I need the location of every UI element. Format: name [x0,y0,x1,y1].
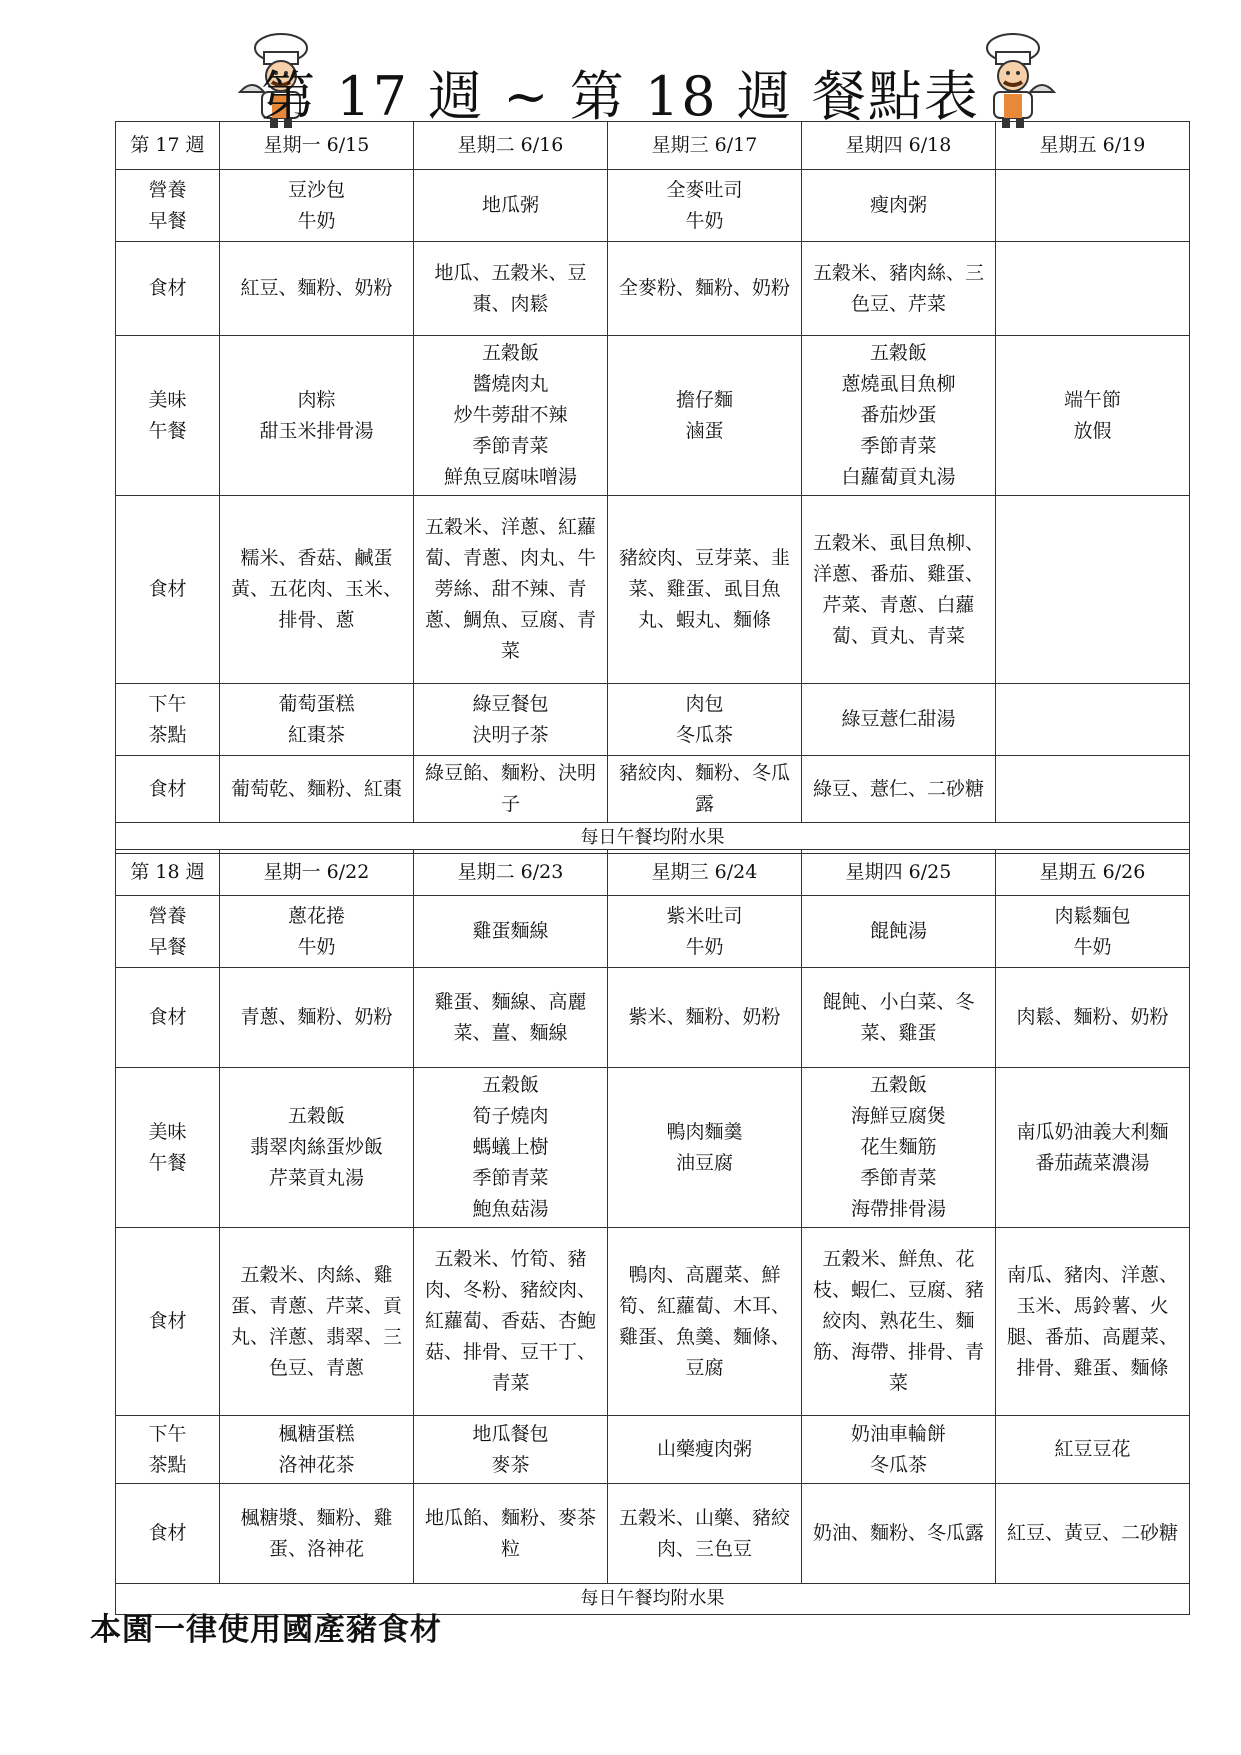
menu-cell: 奶油車輪餅 冬瓜茶 [802,1416,996,1484]
week-label: 第 17 週 [116,122,220,170]
row-label: 美味 午餐 [116,336,220,496]
ingredients-cell: 葡萄乾、麵粉、紅棗 [220,756,414,823]
menu-cell: 五穀飯 翡翠肉絲蛋炒飯 芹菜貢丸湯 [220,1068,414,1228]
menu-cell: 肉粽 甜玉米排骨湯 [220,336,414,496]
breakfast-row [116,170,1190,242]
ingredients-row [116,756,1190,823]
ingredients-cell [996,496,1190,684]
menu-cell: 豆沙包 牛奶 [220,170,414,242]
day-header: 星期四 6/18 [802,122,996,170]
ingredients-row [116,968,1190,1068]
row-label: 食材 [116,1228,220,1416]
ingredients-cell: 青蔥、麵粉、奶粉 [220,968,414,1068]
pork-notice: 本園一律使用國產豬食材 [90,1612,442,1648]
ingredients-cell: 五穀米、鮮魚、花枝、蝦仁、豆腐、豬絞肉、熟花生、麵筋、海帶、排骨、青菜 [802,1228,996,1416]
menu-cell: 肉鬆麵包 牛奶 [996,896,1190,968]
ingredients-row [116,1484,1190,1584]
ingredients-cell: 紅豆、麵粉、奶粉 [220,242,414,336]
menu-cell: 雞蛋麵線 [414,896,608,968]
ingredients-cell: 豬絞肉、豆芽菜、韭菜、雞蛋、虱目魚丸、蝦丸、麵條 [608,496,802,684]
week-label: 第 18 週 [116,850,220,896]
page-header [0,22,1241,132]
menu-cell: 瘦肉粥 [802,170,996,242]
ingredients-cell: 奶油、麵粉、冬瓜露 [802,1484,996,1584]
lunch-row [116,336,1190,496]
page-title: 第 17 週 ~ 第 18 週 餐點表 [261,65,980,128]
ingredients-cell: 楓糖漿、麵粉、雞蛋、洛神花 [220,1484,414,1584]
ingredients-cell: 五穀米、竹筍、豬肉、冬粉、豬絞肉、紅蘿蔔、香菇、杏鮑菇、排骨、豆干丁、青菜 [414,1228,608,1416]
ingredients-cell [996,242,1190,336]
ingredients-row [116,242,1190,336]
menu-cell: 楓糖蛋糕 洛神花茶 [220,1416,414,1484]
lunch-row [116,1068,1190,1228]
menu-cell: 南瓜奶油義大利麵 番茄蔬菜濃湯 [996,1068,1190,1228]
ingredients-cell: 地瓜、五穀米、豆棗、肉鬆 [414,242,608,336]
row-label: 食材 [116,496,220,684]
week18-table [115,849,1190,1615]
row-label: 食材 [116,756,220,823]
menu-cell: 擔仔麵 滷蛋 [608,336,802,496]
ingredients-cell: 五穀米、虱目魚柳、洋蔥、番茄、雞蛋、芹菜、青蔥、白蘿蔔、貢丸、青菜 [802,496,996,684]
ingredients-cell: 五穀米、豬肉絲、三色豆、芹菜 [802,242,996,336]
week17-table [115,121,1190,854]
ingredients-cell: 綠豆、薏仁、二砂糖 [802,756,996,823]
chef-icon [968,30,1058,130]
ingredients-cell: 餛飩、小白菜、冬菜、雞蛋 [802,968,996,1068]
ingredients-cell: 地瓜餡、麵粉、麥茶粒 [414,1484,608,1584]
menu-cell: 蔥花捲 牛奶 [220,896,414,968]
menu-cell: 五穀飯 蔥燒虱目魚柳 番茄炒蛋 季節青菜 白蘿蔔貢丸湯 [802,336,996,496]
day-header: 星期二 6/23 [414,850,608,896]
ingredients-cell: 糯米、香菇、鹹蛋黃、五花肉、玉米、排骨、蔥 [220,496,414,684]
ingredients-cell: 紅豆、黃豆、二砂糖 [996,1484,1190,1584]
menu-cell: 綠豆薏仁甜湯 [802,684,996,756]
snack-row [116,684,1190,756]
menu-cell: 五穀飯 醬燒肉丸 炒牛蒡甜不辣 季節青菜 鮮魚豆腐味噌湯 [414,336,608,496]
menu-cell: 山藥瘦肉粥 [608,1416,802,1484]
menu-cell: 肉包 冬瓜茶 [608,684,802,756]
row-label: 食材 [116,1484,220,1584]
day-header: 星期四 6/25 [802,850,996,896]
menu-cell: 餛飩湯 [802,896,996,968]
menu-cell [996,170,1190,242]
menu-cell: 葡萄蛋糕 紅棗茶 [220,684,414,756]
ingredients-cell: 五穀米、山藥、豬絞肉、三色豆 [608,1484,802,1584]
menu-cell: 五穀飯 筍子燒肉 螞蟻上樹 季節青菜 鮑魚菇湯 [414,1068,608,1228]
row-label: 食材 [116,968,220,1068]
ingredients-cell: 豬絞肉、麵粉、冬瓜露 [608,756,802,823]
ingredients-cell: 雞蛋、麵線、高麗菜、薑、麵線 [414,968,608,1068]
menu-cell: 紫米吐司 牛奶 [608,896,802,968]
snack-row [116,1416,1190,1484]
day-header: 星期二 6/16 [414,122,608,170]
day-header: 星期一 6/15 [220,122,414,170]
menu-cell: 全麥吐司 牛奶 [608,170,802,242]
ingredients-cell: 鴨肉、高麗菜、鮮筍、紅蘿蔔、木耳、雞蛋、魚羹、麵條、豆腐 [608,1228,802,1416]
menu-cell: 綠豆餐包 決明子茶 [414,684,608,756]
day-header: 星期五 6/19 [996,122,1190,170]
ingredients-cell: 五穀米、洋蔥、紅蘿蔔、青蔥、肉丸、牛蒡絲、甜不辣、青蔥、鯛魚、豆腐、青菜 [414,496,608,684]
fruit-note: 每日午餐均附水果 [116,1584,1190,1615]
row-label: 下午 茶點 [116,1416,220,1484]
week17-header-row [116,122,1190,170]
breakfast-row [116,896,1190,968]
menu-cell: 地瓜餐包 麥茶 [414,1416,608,1484]
menu-cell: 端午節 放假 [996,336,1190,496]
menu-cell: 紅豆豆花 [996,1416,1190,1484]
menu-cell: 地瓜粥 [414,170,608,242]
ingredients-cell: 全麥粉、麵粉、奶粉 [608,242,802,336]
row-label: 營養 早餐 [116,896,220,968]
ingredients-cell [996,756,1190,823]
menu-cell: 五穀飯 海鮮豆腐煲 花生麵筋 季節青菜 海帶排骨湯 [802,1068,996,1228]
ingredients-row [116,496,1190,684]
ingredients-cell: 五穀米、肉絲、雞蛋、青蔥、芹菜、貢丸、洋蔥、翡翠、三色豆、青蔥 [220,1228,414,1416]
ingredients-row [116,1228,1190,1416]
day-header: 星期三 6/17 [608,122,802,170]
ingredients-cell: 南瓜、豬肉、洋蔥、玉米、馬鈴薯、火腿、番茄、高麗菜、排骨、雞蛋、麵條 [996,1228,1190,1416]
row-label: 下午 茶點 [116,684,220,756]
row-label: 營養 早餐 [116,170,220,242]
row-label: 美味 午餐 [116,1068,220,1228]
row-label: 食材 [116,242,220,336]
day-header: 星期三 6/24 [608,850,802,896]
ingredients-cell: 綠豆餡、麵粉、決明子 [414,756,608,823]
fruit-note: 每日午餐均附水果 [116,823,1190,854]
day-header: 星期五 6/26 [996,850,1190,896]
week18-header-row [116,850,1190,896]
menu-cell: 鴨肉麵羹 油豆腐 [608,1068,802,1228]
menu-cell [996,684,1190,756]
ingredients-cell: 肉鬆、麵粉、奶粉 [996,968,1190,1068]
day-header: 星期一 6/22 [220,850,414,896]
ingredients-cell: 紫米、麵粉、奶粉 [608,968,802,1068]
